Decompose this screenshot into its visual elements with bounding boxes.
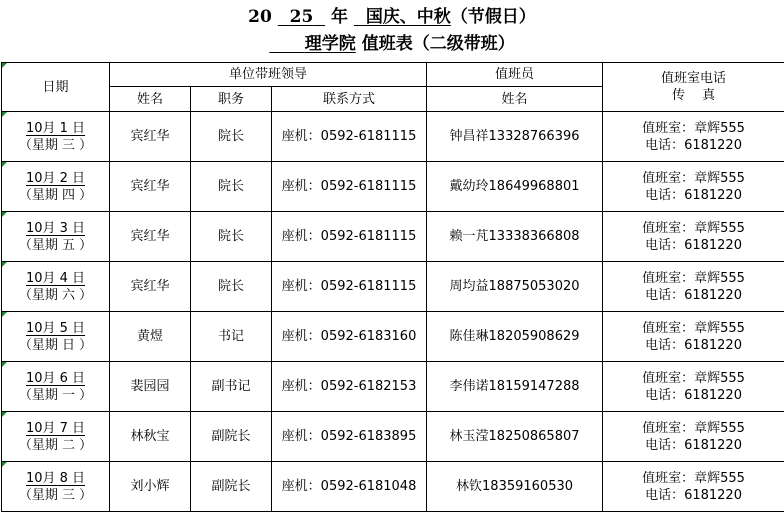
office-line-2: 电话：6181220	[645, 137, 742, 153]
header-leader-group: 单位带班领导	[110, 63, 427, 87]
cell-marker-icon	[2, 112, 7, 117]
holiday-name: 国庆、中秋	[365, 7, 451, 27]
date-cell	[2, 212, 110, 262]
cell-marker-icon	[2, 63, 7, 68]
staff-cell: 赖一芃13338366808	[427, 212, 603, 262]
office-line-1: 值班室：章辉555	[642, 270, 745, 286]
header-office-phone: 值班室电话 传 真	[603, 63, 784, 112]
staff-cell: 戴幼玲18649968801	[427, 162, 603, 212]
date-line-1: 10月 8 日	[25, 470, 86, 486]
date-line-2: （星期 三 ）	[18, 137, 93, 153]
contact-cell: 座机：0592-6181115	[272, 262, 427, 312]
contact-cell: 座机：0592-6181115	[272, 162, 427, 212]
staff-cell: 李伟诺18159147288	[427, 362, 603, 412]
leader-name-cell: 裴园园	[110, 362, 191, 412]
office-phone-cell	[603, 412, 784, 462]
position-cell: 院长	[191, 262, 272, 312]
leader-name-cell: 林秋宝	[110, 412, 191, 462]
table-name: 值班表（二级带班）	[361, 34, 515, 54]
date-line-1: 10月 3 日	[25, 220, 86, 236]
dept-name: 理学院	[304, 34, 356, 54]
cell-marker-icon	[2, 462, 7, 467]
date-line-1: 10月 6 日	[25, 370, 86, 386]
date-line-2: （星期 日 ）	[18, 337, 93, 353]
position-cell: 院长	[191, 112, 272, 162]
date-line-1: 10月 7 日	[25, 420, 86, 436]
header-duty-staff: 值班员	[427, 63, 603, 87]
cell-marker-icon	[2, 262, 7, 267]
table-row	[2, 462, 784, 512]
header-leader-name: 姓名	[110, 87, 191, 112]
position-cell: 院长	[191, 212, 272, 262]
table-row	[2, 112, 784, 162]
date-line-2: （星期 五 ）	[18, 237, 93, 253]
position-cell: 副书记	[191, 362, 272, 412]
staff-cell: 周均益18875053020	[427, 262, 603, 312]
office-line-2: 电话：6181220	[645, 237, 742, 253]
holiday-note: （节假日）	[450, 7, 536, 27]
table-row	[2, 262, 784, 312]
date-line-1: 10月 2 日	[25, 170, 86, 186]
date-line-2: （星期 一 ）	[18, 387, 93, 403]
office-line-2: 电话：6181220	[645, 337, 742, 353]
header-date: 日期	[2, 63, 110, 112]
title-line-1	[0, 6, 784, 28]
table-row	[2, 212, 784, 262]
leader-name-cell: 黄煜	[110, 312, 191, 362]
leader-name-cell: 宾红华	[110, 162, 191, 212]
date-line-2: （星期 二 ）	[18, 437, 93, 453]
staff-cell: 林钦18359160530	[427, 462, 603, 512]
date-cell	[2, 112, 110, 162]
date-line-1: 10月 4 日	[25, 270, 86, 286]
duty-table	[1, 62, 784, 512]
leader-name-cell: 宾红华	[110, 262, 191, 312]
office-line-2: 电话：6181220	[645, 387, 742, 403]
contact-cell: 座机：0592-6181048	[272, 462, 427, 512]
leader-name-cell: 宾红华	[110, 212, 191, 262]
staff-cell: 钟昌祥13328766396	[427, 112, 603, 162]
office-phone-cell	[603, 312, 784, 362]
title-line-2	[0, 33, 784, 55]
office-phone-cell	[603, 112, 784, 162]
contact-cell: 座机：0592-6182153	[272, 362, 427, 412]
cell-marker-icon	[2, 362, 7, 367]
cell-marker-icon	[2, 312, 7, 317]
cell-marker-icon	[2, 162, 7, 167]
office-line-2: 电话：6181220	[645, 437, 742, 453]
year-suffix: 25	[289, 7, 314, 27]
date-line-1: 10月 5 日	[25, 320, 86, 336]
leader-name-cell: 宾红华	[110, 112, 191, 162]
office-line-2: 电话：6181220	[645, 187, 742, 203]
office-line-2: 电话：6181220	[645, 287, 742, 303]
office-phone-cell	[603, 262, 784, 312]
office-line-1: 值班室：章辉555	[642, 420, 745, 436]
contact-cell: 座机：0592-6183160	[272, 312, 427, 362]
office-phone-cell	[603, 462, 784, 512]
year-prefix: 20	[248, 7, 272, 27]
table-row	[2, 162, 784, 212]
position-cell: 副院长	[191, 462, 272, 512]
header-contact: 联系方式	[272, 87, 427, 112]
table-row	[2, 312, 784, 362]
contact-cell: 座机：0592-6183895	[272, 412, 427, 462]
office-phone-cell	[603, 212, 784, 262]
table-row	[2, 412, 784, 462]
date-line-1: 10月 1 日	[25, 120, 86, 136]
position-cell: 副院长	[191, 412, 272, 462]
office-line-1: 值班室：章辉555	[642, 170, 745, 186]
table-row	[2, 362, 784, 412]
year-char: 年	[331, 7, 349, 27]
position-cell: 书记	[191, 312, 272, 362]
cell-marker-icon	[2, 412, 7, 417]
date-line-2: （星期 六 ）	[18, 287, 93, 303]
document-title	[0, 0, 784, 62]
header-position: 职务	[191, 87, 272, 112]
date-cell	[2, 312, 110, 362]
contact-cell: 座机：0592-6181115	[272, 212, 427, 262]
office-line-1: 值班室：章辉555	[642, 120, 745, 136]
office-line-1: 值班室：章辉555	[642, 320, 745, 336]
date-line-2: （星期 四 ）	[18, 187, 93, 203]
cell-marker-icon	[2, 212, 7, 217]
staff-cell: 陈佳琳18205908629	[427, 312, 603, 362]
date-cell	[2, 462, 110, 512]
office-line-2: 电话：6181220	[645, 487, 742, 503]
office-phone-cell	[603, 162, 784, 212]
date-cell	[2, 262, 110, 312]
office-phone-cell	[603, 362, 784, 412]
staff-cell: 林玉滢18250865807	[427, 412, 603, 462]
position-cell: 院长	[191, 162, 272, 212]
date-line-2: （星期 三 ）	[18, 487, 93, 503]
leader-name-cell: 刘小辉	[110, 462, 191, 512]
office-line-1: 值班室：章辉555	[642, 470, 745, 486]
office-line-1: 值班室：章辉555	[642, 220, 745, 236]
date-cell	[2, 362, 110, 412]
contact-cell: 座机：0592-6181115	[272, 112, 427, 162]
date-cell	[2, 162, 110, 212]
office-line-1: 值班室：章辉555	[642, 370, 745, 386]
date-cell	[2, 412, 110, 462]
header-staff-name: 姓名	[427, 87, 603, 112]
